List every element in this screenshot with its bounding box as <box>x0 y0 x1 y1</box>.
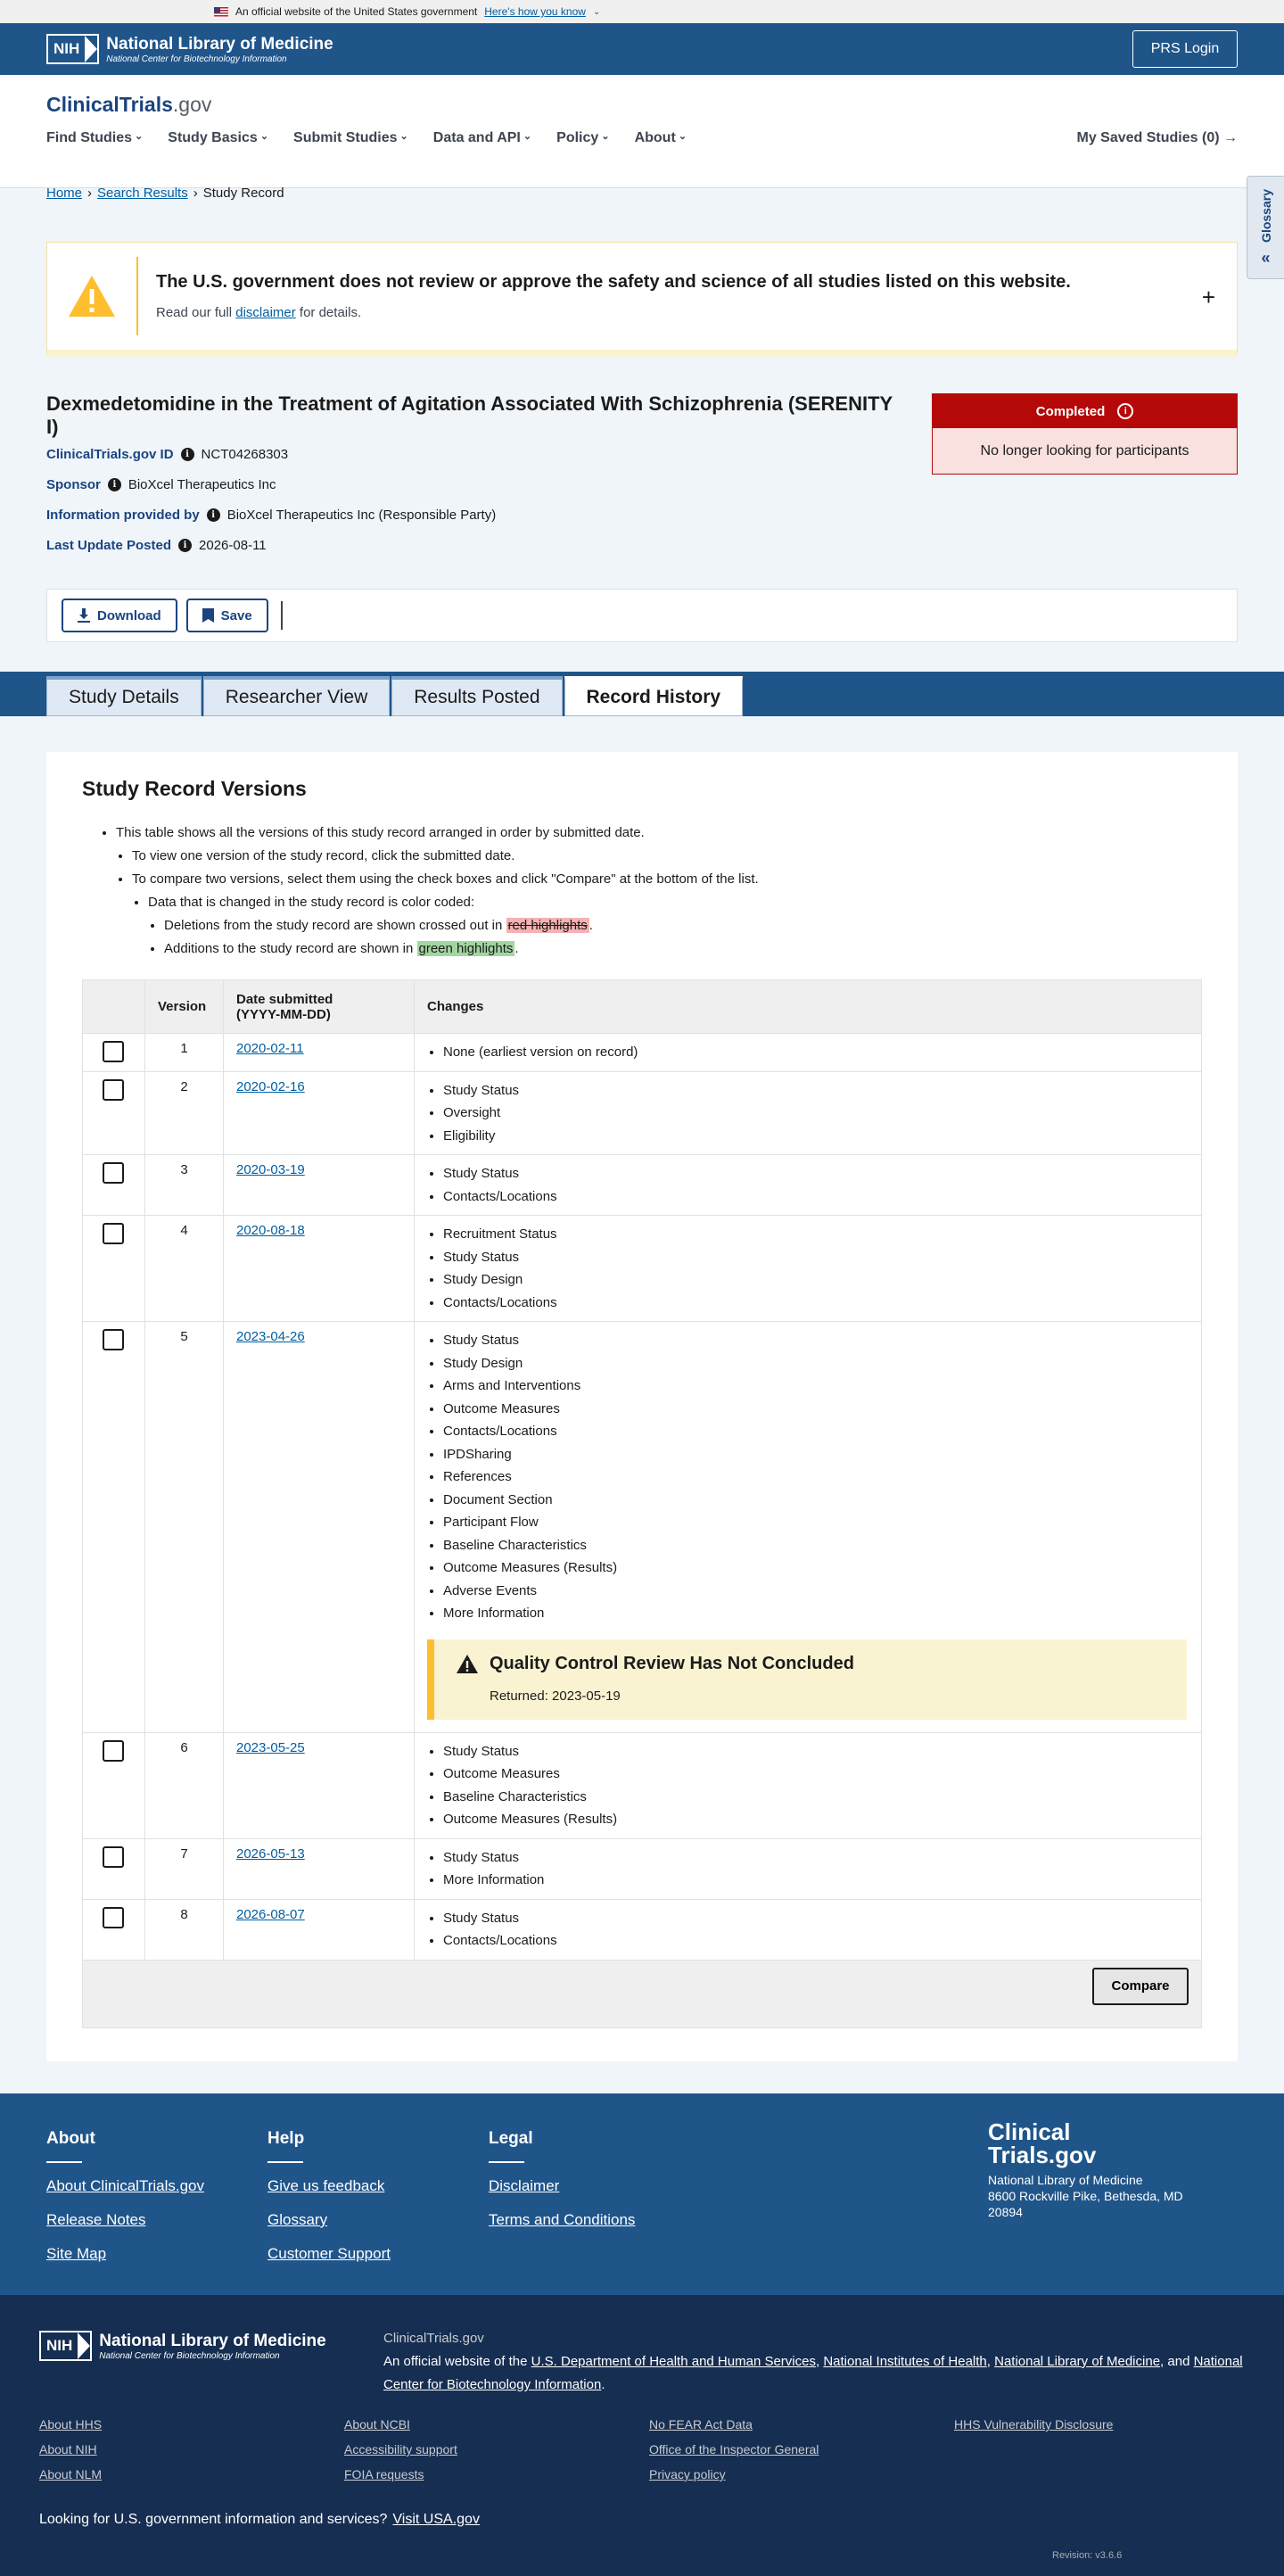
status-detail: No longer looking for participants <box>933 428 1237 474</box>
footer-link[interactable]: About NCBI <box>344 2417 410 2432</box>
nih-link[interactable]: National Institutes of Health <box>823 2354 987 2369</box>
footer-logo-line2: Trials.gov <box>988 2142 1097 2168</box>
brand-suffix: .gov <box>172 93 212 116</box>
footer-link[interactable]: FOIA requests <box>344 2467 424 2481</box>
breadcrumb-current: Study Record <box>202 186 284 201</box>
tab-record-history[interactable]: Record History <box>564 676 744 716</box>
disclaimer-pre: Read our full <box>156 305 233 320</box>
version-number: 7 <box>145 1838 224 1899</box>
footer-legal-title: Legal <box>489 2129 533 2148</box>
footer-link[interactable]: Privacy policy <box>649 2467 726 2481</box>
bookmark-icon <box>202 608 214 623</box>
note-item: • This table shows all the versions of this study record arranged in order by submitted date. <box>116 822 759 845</box>
disclaimer-text <box>156 305 1071 320</box>
provided-by-label: Information provided by <box>46 507 200 523</box>
version-checkbox[interactable] <box>103 1740 124 1762</box>
warning-icon <box>47 274 136 318</box>
change-item: • Study Design <box>443 1352 1189 1375</box>
tabs-band <box>0 672 1284 716</box>
date-cell <box>224 1034 415 1072</box>
breadcrumb-search-results[interactable]: Search Results <box>97 186 188 201</box>
col-date-format: (YYYY-MM-DD) <box>236 1006 331 1022</box>
footer-legal-col <box>489 2129 635 2245</box>
change-item: • Contacts/Locations <box>443 1185 1189 1209</box>
nct-id: NCT04268303 <box>201 446 289 462</box>
version-number: 1 <box>145 1034 224 1072</box>
changes-cell <box>415 1838 1202 1899</box>
red-highlight-sample: red highlights <box>507 918 588 933</box>
date-cell <box>224 1071 415 1155</box>
nav-find-studies[interactable]: Find Studies ⌄ <box>46 130 143 146</box>
change-item: • Study Status <box>443 1846 1189 1870</box>
download-icon <box>78 608 90 623</box>
green-highlight-sample: green highlights <box>418 941 514 956</box>
status-label: Completed <box>1035 403 1106 419</box>
info-icon[interactable]: i <box>207 508 220 522</box>
saved-studies-link[interactable] <box>1077 130 1239 146</box>
nav-data-api[interactable]: Data and API ⌄ <box>433 130 531 146</box>
compare-button[interactable]: Compare <box>1092 1968 1189 2005</box>
disclaimer-post: for details. <box>299 305 362 320</box>
change-item: • Eligibility <box>443 1125 1189 1148</box>
sponsor-value: BioXcel Therapeutics Inc <box>128 476 276 492</box>
version-checkbox[interactable] <box>103 1329 124 1350</box>
footer-link[interactable]: About NLM <box>39 2467 103 2481</box>
warning-icon <box>456 1654 479 1674</box>
note-item <box>164 914 759 937</box>
action-bar <box>46 589 1238 642</box>
ncbi-subtitle: National Center for Biotechnology Information <box>99 2350 280 2361</box>
note-item <box>164 937 759 961</box>
date-cell <box>224 1216 415 1322</box>
status-badge <box>932 393 1238 475</box>
change-item: • IPDSharing <box>443 1443 1189 1466</box>
table-row <box>83 1322 1202 1733</box>
note-text: Additions to the study record are shown in <box>164 941 414 956</box>
info-icon[interactable]: i <box>178 539 192 552</box>
download-button[interactable] <box>62 599 177 632</box>
gov-banner <box>0 0 1284 23</box>
change-item: • Outcome Measures <box>443 1763 1189 1786</box>
nih-header <box>0 23 1284 75</box>
versions-notes <box>100 822 759 961</box>
col-version: Version <box>145 980 224 1034</box>
change-item: • Contacts/Locations <box>443 1292 1189 1315</box>
study-title: Dexmedetomidine in the Treatment of Agitation Associated With Schizophrenia (SERENITY I) <box>46 392 893 438</box>
version-checkbox[interactable] <box>103 1846 124 1868</box>
usa-gov-line <box>39 2512 480 2528</box>
row-select-cell <box>83 1155 145 1216</box>
change-item: • Baseline Characteristics <box>443 1534 1189 1557</box>
download-label: Download <box>97 607 161 623</box>
note-item: • Data that is changed in the study record is color coded: <box>148 891 759 914</box>
date-cell <box>224 1322 415 1733</box>
last-update-label: Last Update Posted <box>46 537 172 553</box>
date-cell <box>224 1838 415 1899</box>
change-item: • Adverse Events <box>443 1580 1189 1603</box>
date-cell <box>224 1732 415 1838</box>
nlm-link[interactable]: National Library of Medicine <box>994 2354 1161 2369</box>
version-date-link[interactable]: 2020-02-16 <box>236 1078 305 1094</box>
change-item: • Study Status <box>443 1246 1189 1269</box>
nlm-title: National Library of Medicine <box>106 34 333 54</box>
table-row <box>83 1732 1202 1838</box>
change-item: • Outcome Measures (Results) <box>443 1556 1189 1580</box>
note-text: Deletions from the study record are shown crossed out in <box>164 918 503 933</box>
sponsor-label: Sponsor <box>46 476 101 492</box>
disclaimer-alert <box>46 242 1238 357</box>
version-number: 2 <box>145 1071 224 1155</box>
row-select-cell <box>83 1838 145 1899</box>
nav-about[interactable]: About ⌄ <box>635 130 687 146</box>
change-item: • Arms and Interventions <box>443 1375 1189 1398</box>
change-item: • References <box>443 1466 1189 1489</box>
ncbi-link[interactable]: National Center for Biotechnology Information <box>383 2354 1243 2392</box>
footer-link[interactable]: Terms and Conditions <box>489 2211 636 2228</box>
qc-returned: Returned: 2023-05-19 <box>490 1688 621 1704</box>
change-item: • Study Status <box>443 1740 1189 1763</box>
version-number: 5 <box>145 1322 224 1733</box>
version-date-link[interactable]: 2020-03-19 <box>236 1162 305 1177</box>
version-number: 3 <box>145 1155 224 1216</box>
date-cell <box>224 1899 415 1960</box>
table-footer <box>83 1960 1202 2027</box>
version-date-link[interactable]: 2026-08-07 <box>236 1906 305 1922</box>
change-item: • Study Status <box>443 1329 1189 1352</box>
change-item: • Study Design <box>443 1268 1189 1292</box>
footer-description: ClinicalTrials.gov An official website of the U.S. Department of Health and Human Services, National Institutes of Health, National Library of Medicine, and National Center for Biotechnology Information. <box>383 2327 1248 2397</box>
site-brand[interactable] <box>46 75 1238 117</box>
saved-studies-label: My Saved Studies (0) <box>1076 130 1220 145</box>
note-item: • To compare two versions, select them using the check boxes and click "Compare" at the bottom of the list. <box>132 868 759 891</box>
version-date-link[interactable]: 2023-05-25 <box>236 1739 305 1755</box>
footer-link[interactable]: About HHS <box>39 2417 103 2432</box>
info-icon[interactable]: i <box>108 478 121 491</box>
version-number: 8 <box>145 1899 224 1960</box>
footer-org: National Library of Medicine <box>988 2173 1143 2187</box>
study-meta <box>46 439 496 560</box>
version-number: 4 <box>145 1216 224 1322</box>
nav-policy[interactable]: Policy ⌄ <box>556 130 609 146</box>
col-date-label: Date submitted <box>236 991 333 1007</box>
expand-plus-icon[interactable]: + <box>1201 284 1215 310</box>
versions-card <box>46 752 1238 2061</box>
nih-badge <box>39 2331 92 2361</box>
tab-study-details[interactable]: Study Details <box>46 676 202 716</box>
breadcrumb <box>46 186 284 201</box>
info-icon[interactable]: i <box>181 448 194 461</box>
main-nav <box>46 130 1238 146</box>
date-cell <box>224 1155 415 1216</box>
table-row <box>83 1155 1202 1216</box>
footer-help-title: Help <box>268 2129 305 2148</box>
version-date-link[interactable]: 2020-02-11 <box>236 1041 304 1056</box>
footer-link[interactable]: Site Map <box>46 2245 107 2262</box>
change-item: • Study Status <box>443 1907 1189 1930</box>
table-row <box>83 1071 1202 1155</box>
provided-by-value: BioXcel Therapeutics Inc (Responsible Party) <box>226 507 497 523</box>
footer-primary <box>0 2093 1284 2295</box>
changes-cell <box>415 1071 1202 1155</box>
footer-site-name: ClinicalTrials.gov <box>383 2331 484 2346</box>
row-select-cell <box>83 1216 145 1322</box>
row-select-cell <box>83 1322 145 1733</box>
row-select-cell <box>83 1732 145 1838</box>
footer-link[interactable]: Accessibility support <box>344 2442 457 2456</box>
nih-badge <box>46 34 99 64</box>
footer-links-grid <box>39 2417 1259 2481</box>
change-item: • Contacts/Locations <box>443 1420 1189 1443</box>
nlm-title: National Library of Medicine <box>99 2331 326 2350</box>
footer-link[interactable]: No FEAR Act Data <box>649 2417 753 2432</box>
gov-banner-text: An official website of the United States government <box>235 5 478 18</box>
footer-zip: 20894 <box>988 2205 1023 2219</box>
table-row <box>83 1034 1202 1072</box>
disclaimer-link[interactable]: disclaimer <box>235 305 296 320</box>
nih-badge-text: NIH <box>46 2337 73 2354</box>
footer-link[interactable]: Office of the Inspector General <box>649 2442 819 2456</box>
changes-cell <box>415 1155 1202 1216</box>
footer-ctgov-logo[interactable] <box>988 2120 1183 2220</box>
qc-heading: Quality Control Review Has Not Concluded <box>490 1653 854 1673</box>
footer-address: 8600 Rockville Pike, Bethesda, MD <box>988 2189 1183 2203</box>
changes-cell <box>415 1899 1202 1960</box>
prs-login-button[interactable]: PRS Login <box>1132 30 1238 68</box>
footer-link[interactable]: Give us feedback <box>268 2177 385 2194</box>
change-item: • Document Section <box>443 1489 1189 1512</box>
footer-link[interactable]: Glossary <box>268 2211 328 2228</box>
versions-title: Study Record Versions <box>82 777 307 800</box>
changes-cell <box>415 1322 1202 1733</box>
nav-study-basics[interactable]: Study Basics ⌄ <box>168 130 268 146</box>
ncbi-subtitle: National Center for Biotechnology Information <box>106 54 287 64</box>
footer-about-title: About <box>46 2129 95 2148</box>
chevron-right-icon: › <box>193 186 198 201</box>
col-date <box>224 980 415 1034</box>
note-text: . <box>514 941 519 956</box>
revision-label: Revision: v3.6.6 <box>1052 2550 1123 2561</box>
note-item: • To view one version of the study record, click the submitted date. <box>132 845 759 868</box>
double-chevron-left-icon: « <box>1261 248 1271 267</box>
change-item: • Outcome Measures (Results) <box>443 1808 1189 1831</box>
qc-alert <box>427 1639 1187 1720</box>
versions-table <box>82 979 1202 2028</box>
footer-link[interactable]: Disclaimer <box>489 2177 560 2194</box>
row-select-cell <box>83 1899 145 1960</box>
how-you-know-link[interactable]: Here's how you know <box>484 5 586 18</box>
footer-about-col <box>46 2129 204 2279</box>
tab-researcher-view[interactable]: Researcher View <box>203 676 391 716</box>
chevron-down-icon: ⌄ <box>592 6 601 17</box>
nav-submit-studies[interactable]: Submit Studies ⌄ <box>293 130 408 146</box>
change-item: • Study Status <box>443 1162 1189 1185</box>
footer-link[interactable]: Customer Support <box>268 2245 391 2262</box>
version-checkbox[interactable] <box>103 1162 124 1184</box>
breadcrumb-home[interactable]: Home <box>46 186 83 201</box>
change-item: • Participant Flow <box>443 1511 1189 1534</box>
disclaimer-heading: The U.S. government does not review or approve the safety and science of all studies listed on this website. <box>156 272 1071 292</box>
nct-id-label: ClinicalTrials.gov ID <box>46 446 174 462</box>
row-select-cell <box>83 1034 145 1072</box>
footer-help-col <box>268 2129 391 2279</box>
table-row <box>83 1216 1202 1322</box>
version-date-link[interactable]: 2023-04-26 <box>236 1329 305 1344</box>
footer-logo-line1: Clinical <box>988 2118 1071 2145</box>
brand-main: ClinicalTrials <box>46 93 173 116</box>
change-item: • None (earliest version on record) <box>443 1041 1189 1064</box>
version-checkbox[interactable] <box>103 1041 124 1062</box>
footer-desc-and: and <box>1167 2354 1190 2369</box>
changes-cell <box>415 1216 1202 1322</box>
col-changes: Changes <box>415 980 1202 1034</box>
version-date-link[interactable]: 2026-05-13 <box>236 1845 305 1862</box>
footer-nih-logo[interactable] <box>39 2331 326 2361</box>
version-checkbox[interactable] <box>103 1223 124 1244</box>
last-update-value: 2026-08-11 <box>199 537 267 553</box>
version-checkbox[interactable] <box>103 1079 124 1101</box>
table-row <box>83 1899 1202 1960</box>
hhs-link[interactable]: U.S. Department of Health and Human Services <box>531 2354 816 2369</box>
us-flag-icon <box>214 7 228 17</box>
footer-secondary <box>0 2295 1284 2576</box>
save-label: Save <box>220 607 252 623</box>
change-item: • Baseline Characteristics <box>443 1786 1189 1809</box>
footer-link[interactable]: Release Notes <box>46 2211 146 2228</box>
glossary-tab[interactable] <box>1247 176 1284 279</box>
change-item: • Outcome Measures <box>443 1398 1189 1421</box>
nih-badge-text: NIH <box>54 40 80 57</box>
change-item: • More Information <box>443 1602 1189 1625</box>
footer-link[interactable]: HHS Vulnerability Disclosure <box>954 2417 1114 2432</box>
change-item: • More Information <box>443 1869 1189 1892</box>
usa-gov-link[interactable]: Visit USA.gov <box>392 2512 480 2527</box>
changes-cell <box>415 1732 1202 1838</box>
change-item: • Oversight <box>443 1102 1189 1125</box>
table-row <box>83 1838 1202 1899</box>
version-number: 6 <box>145 1732 224 1838</box>
save-button[interactable] <box>186 599 268 632</box>
info-circle-icon[interactable]: i <box>1117 403 1133 419</box>
glossary-label: Glossary <box>1258 189 1273 243</box>
usa-gov-question: Looking for U.S. government information and services? <box>39 2512 388 2527</box>
changes-cell <box>415 1034 1202 1072</box>
col-select <box>83 980 145 1034</box>
change-item: • Recruitment Status <box>443 1223 1189 1246</box>
arrow-right-icon: → <box>1223 130 1238 145</box>
chevron-right-icon: › <box>87 186 93 201</box>
version-date-link[interactable]: 2020-08-18 <box>236 1223 305 1238</box>
footer-desc-text: An official website of the <box>383 2354 528 2369</box>
nih-logo[interactable] <box>46 34 333 64</box>
note-text: . <box>588 918 593 933</box>
footer-link[interactable]: About NIH <box>39 2442 97 2456</box>
footer-link[interactable]: About ClinicalTrials.gov <box>46 2177 204 2194</box>
change-item: • Study Status <box>443 1079 1189 1102</box>
row-select-cell <box>83 1071 145 1155</box>
version-checkbox[interactable] <box>103 1907 124 1928</box>
tab-results-posted[interactable]: Results Posted <box>391 676 562 716</box>
change-item: • Contacts/Locations <box>443 1929 1189 1953</box>
